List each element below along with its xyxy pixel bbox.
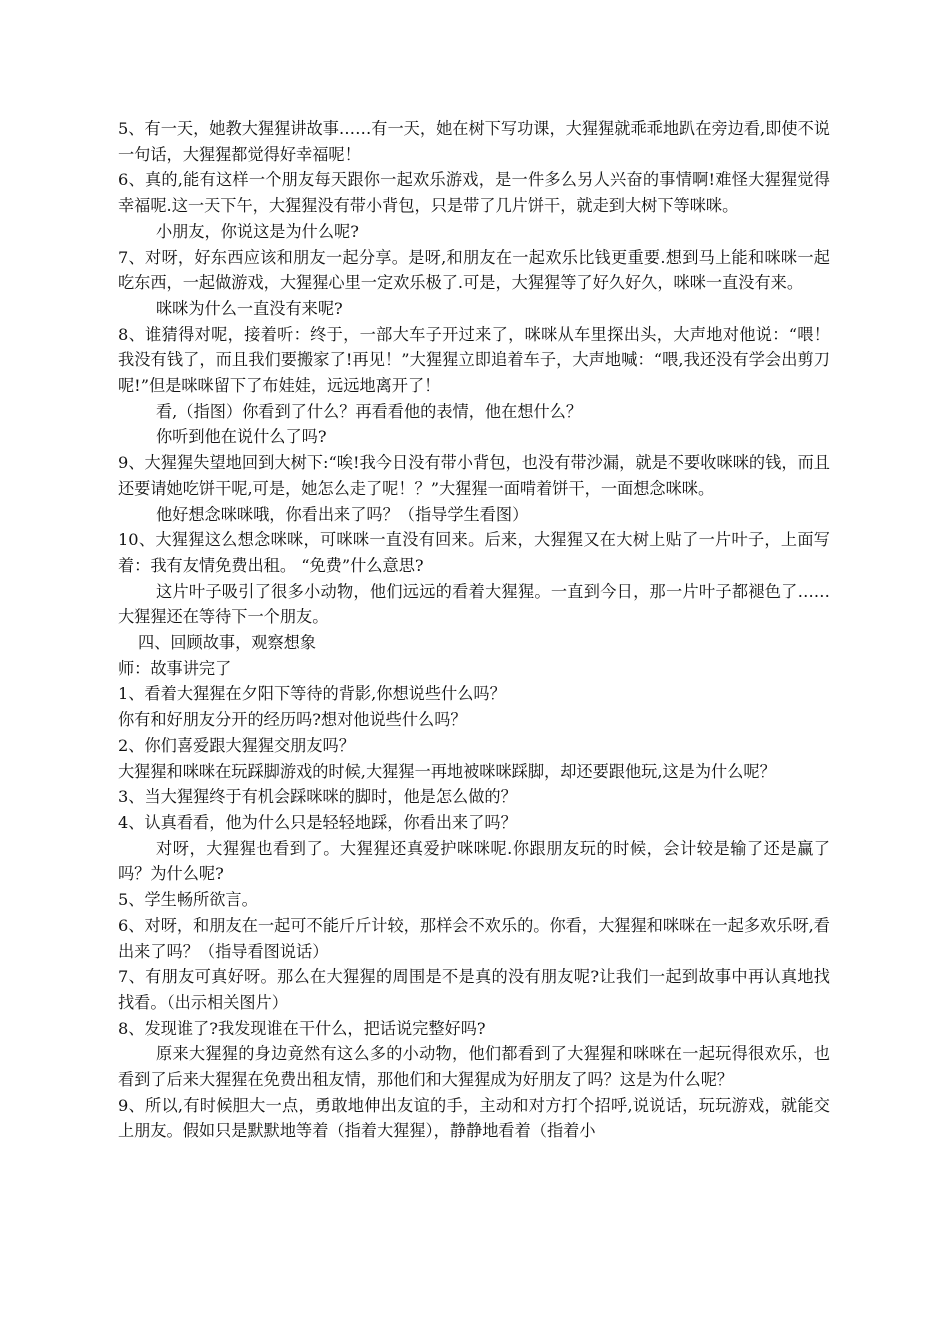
paragraph: 1、看着大猩猩在夕阳下等待的背影,你想说些什么吗？ [118, 684, 506, 704]
paragraph: 他好想念咪咪哦，你看出来了吗？（指导学生看图） [156, 504, 529, 524]
paragraph: 7、有朋友可真好呀。那么在大猩猩的周围是不是真的没有朋友呢?让我们一起到故事中再认真地找找看。（出示相关图片） [118, 967, 830, 1012]
paragraph: 9、大猩猩失望地回到大树下:“唉!我今日没有带小背包，也没有带沙漏，就是不要收咪咪的钱，而且还要请她吃饼干呢,可是，她怎么走了呢！？”大猩猩一面啃着饼干，一面想念咪咪。 [118, 453, 830, 498]
paragraph: 3、当大猩猩终于有机会踩咪咪的脚时，他是怎么做的？ [118, 787, 517, 807]
paragraph: 5、学生畅所欲言。 [118, 890, 258, 910]
paragraph: 7、对呀，好东西应该和朋友一起分享。是呀,和朋友在一起欢乐比钱更重要.想到马上能和咪咪一起吃东西，一起做游戏，大猩猩心里一定欢乐极了.可是，大猩猩等了好久好久，咪咪一直没有来。 [118, 247, 830, 293]
paragraph: 这片叶子吸引了很多小动物，他们远远的看着大猩猩。一直到今日，那一片叶子都褪色了……大猩猩还在等待下一个朋友。 [118, 581, 830, 627]
paragraph: 2、你们喜爱跟大猩猩交朋友吗？ [118, 735, 355, 755]
paragraph: 看,（指图）你看到了什么？再看看他的表情，他在想什么？ [156, 401, 583, 421]
paragraph: 6、对呀，和朋友在一起可不能斤斤计较，那样会不欢乐的。你看，大猩猩和咪咪在一起多欢乐呀,看出来了吗？（指导看图说话） [118, 915, 830, 961]
paragraph: 师：故事讲完了 [118, 658, 232, 678]
paragraph: 你听到他在说什么了吗? [156, 427, 327, 447]
paragraph: 8、发现谁了?我发现谁在干什么，把话说完整好吗? [118, 1018, 486, 1038]
paragraph: 小朋友，你说这是为什么呢? [156, 221, 359, 241]
paragraph: 原来大猩猩的身边竟然有这么多的小动物，他们都看到了大猩猩和咪咪在一起玩得很欢乐，也看到了后来大猩猩在免费出租友情，那他们和大猩猩成为好朋友了吗？这是为什么呢？ [118, 1044, 830, 1090]
paragraph: 5、有一天，她教大猩猩讲故事……有一天，她在树下写功课，大猩猩就乖乖地趴在旁边看,即使不说一句话，大猩猩都觉得好幸福呢！ [118, 119, 830, 164]
paragraph: 大猩猩和咪咪在玩踩脚游戏的时候,大猩猩一再地被咪咪踩脚，却还要跟他玩,这是为什么呢？ [118, 761, 776, 781]
paragraph: 8、谁猜得对呢，接着听：终于，一部大车子开过来了，咪咪从车里探出头，大声地对他说：“喂！我没有钱了，而且我们要搬家了!再见！”大猩猩立即追着车子，大声地喊：“喂,我还没有学会出剪刀呢!”但是咪咪留下了布娃娃，远远地离开了！ [118, 324, 830, 396]
paragraph: 咪咪为什么一直没有来呢? [156, 298, 343, 318]
paragraph: 4、认真看看，他为什么只是轻轻地踩，你看出来了吗？ [118, 812, 517, 832]
paragraph: 你有和好朋友分开的经历吗?想对他说些什么吗？ [118, 710, 467, 730]
paragraph: 10、大猩猩这么想念咪咪，可咪咪一直没有回来。后来，大猩猩又在大树上贴了一片叶子，上面写着：我有友情免费出租。 “免费”什么意思? [118, 530, 830, 575]
paragraph: 6、真的,能有这样一个朋友每天跟你一起欢乐游戏，是一件多么另人兴奋的事情啊!难怪大猩猩觉得幸福呢.这一天下午，大猩猩没有带小背包，只是带了几片饼干，就走到大树下等咪咪。 [118, 170, 830, 216]
paragraph: 对呀，大猩猩也看到了。大猩猩还真爱护咪咪呢.你跟朋友玩的时候，会计较是输了还是赢了吗？为什么呢? [118, 838, 830, 884]
paragraph: 9、所以,有时候胆大一点，勇敢地伸出友谊的手，主动和对方打个招呼,说说话，玩玩游戏，就能交上朋友。假如只是默默地等着（指着大猩猩），静静地看着（指着小 [118, 1095, 830, 1141]
section-heading: 四、回顾故事，观察想象 [138, 633, 317, 653]
document-body [118, 116, 830, 1144]
